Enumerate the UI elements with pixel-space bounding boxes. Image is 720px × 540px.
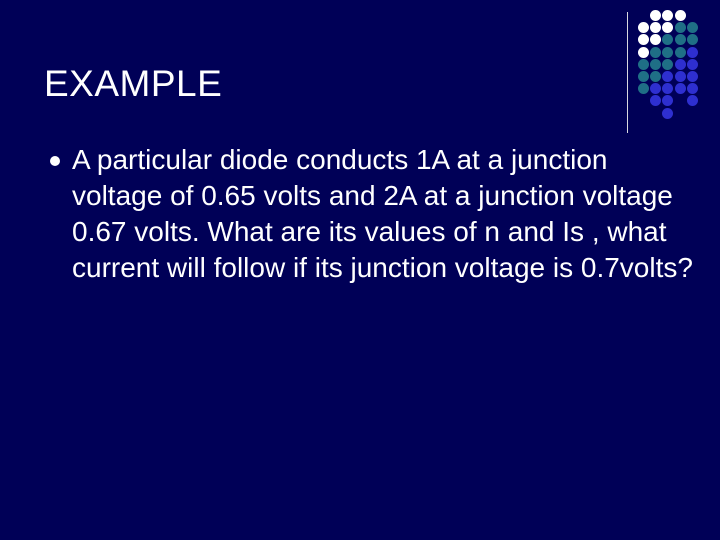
decorative-dot <box>687 47 698 58</box>
decorative-dot <box>650 59 661 70</box>
decorative-dot <box>662 34 673 45</box>
decorative-dot <box>638 34 649 45</box>
decorative-dot <box>675 47 686 58</box>
decorative-dot <box>662 71 673 82</box>
slide-title: EXAMPLE <box>44 63 223 104</box>
decorative-dot <box>638 59 649 70</box>
decorative-dot <box>675 59 686 70</box>
decorative-dot <box>662 10 673 21</box>
bullet-item <box>48 142 698 286</box>
decorative-dot <box>650 47 661 58</box>
decorative-dot <box>687 34 698 45</box>
decorative-dot <box>687 83 698 94</box>
decorative-dot <box>662 59 673 70</box>
decorative-dot <box>675 10 686 21</box>
decorative-dot <box>650 83 661 94</box>
bullet-list <box>48 142 698 286</box>
decorative-dot <box>638 22 649 33</box>
decorative-dot <box>650 95 661 106</box>
decorative-dot <box>662 22 673 33</box>
decorative-dot <box>650 34 661 45</box>
decorative-dot <box>650 10 661 21</box>
decorative-dot <box>662 108 673 119</box>
decorative-dot <box>638 71 649 82</box>
decorative-dot <box>662 83 673 94</box>
decorative-dot <box>662 95 673 106</box>
decorative-dot <box>687 71 698 82</box>
decorative-dot <box>638 83 649 94</box>
decorative-dot <box>675 71 686 82</box>
decorative-dot <box>687 59 698 70</box>
decorative-dot <box>675 83 686 94</box>
title-divider-line <box>627 12 628 133</box>
bullet-text: A particular diode conducts 1A at a junction voltage of 0.65 volts and 2A at a junction voltage 0.67 volts. What are its values of n and Is , what current will follow if its junction voltage is 0.7volts? <box>72 144 693 283</box>
decorative-dot <box>687 95 698 106</box>
decorative-dot <box>675 34 686 45</box>
decorative-dot <box>675 22 686 33</box>
bullet-icon <box>50 156 60 166</box>
decorative-dot-grid <box>638 10 720 120</box>
decorative-dot <box>638 47 649 58</box>
decorative-dot <box>687 22 698 33</box>
decorative-dot <box>662 47 673 58</box>
decorative-dot <box>650 71 661 82</box>
decorative-dot <box>650 22 661 33</box>
